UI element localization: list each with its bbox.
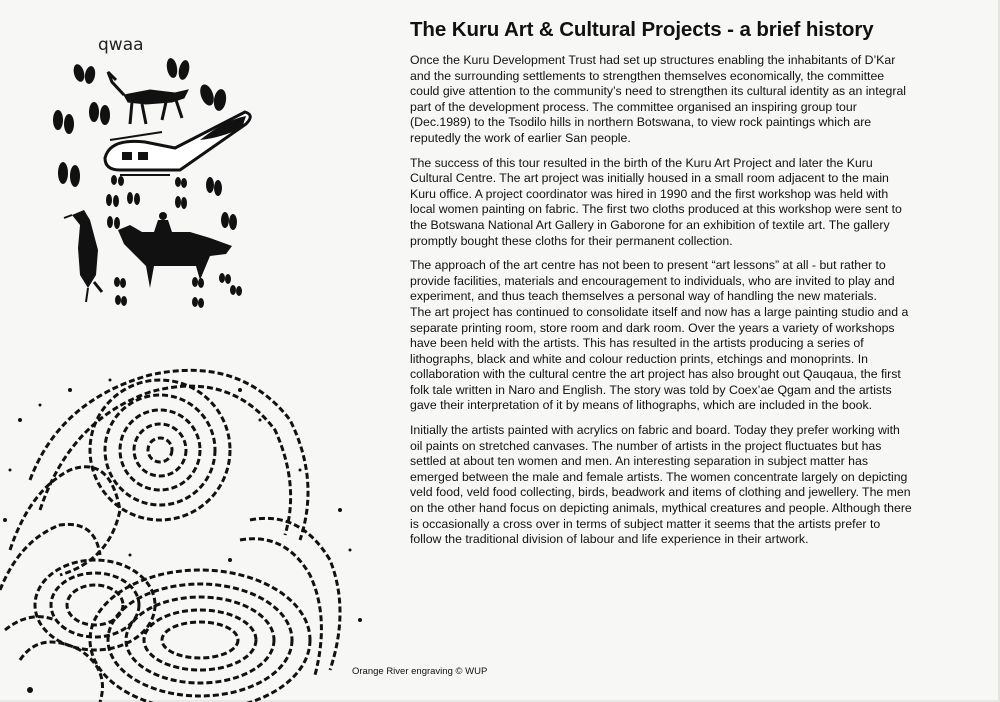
antelope-figure [108,72,188,124]
engraving-pattern [0,370,340,702]
illustration-caption: Orange River engraving © WUP [352,666,488,677]
paragraph-consolidation: The art project has continued to consolidate itself and now has a large painting studio and a separate printing room, store room and dark room. Over the years a variety of workshops have been held with the artists. This has resulted in the artists producing a series of lithographs, black and white and colour reduction prints, etchings and monoprints. In collaboration with the cultural centre the art project has also brought out Qauqaua, the first folk tale written in Naro and English. The story was told by Coex’ae Qgam and the artists gave their interpretation of it by means of lithographs, which are included in the book. [410,304,909,413]
paragraph-art-project-origin: The success of this tour resulted in the birth of the Kuru Art Project and later the Kuru Cultural Centre. The art project was initially housed in a small room adjacent to the main Kuru office. A project coordinator was hired in 1990 and the first workshop was held with local women painting on fabric. The first two cloths produced at this workshop were sent to the Botswana National Art Gallery in Gaborone for an exhibition of textile art. The gallery promptly bought these cloths for their permanent collection. [410,155,902,248]
paragraph-tour: Once the Kuru Development Trust had set up structures enabling the inhabitants of D’Kar and the surrounding settlements to strengthen themselves economically, the committee could give attention to the community’s need to strengthen its cultural identity as an integral part of the development process. The committee organised an inspiring group tour (Dec.1989) to the Tsodilo hills in northern Botswana, to view rock paintings which are reputedly the work of earlier San people. [410,53,907,145]
article [410,18,915,557]
paragraph-approach: The approach of the art centre has not been to present “art lessons” at all - but rather to provide facilities, materials and encouragement to individuals, who are invited to play and experiment, and thus teach themselves a personal way of handling the new materials. [410,258,895,304]
bird-figure [64,210,102,302]
helicopter-figure [105,112,250,175]
engraving-speckles [3,379,362,694]
hoofprint-drawing [50,20,260,310]
horse-with-rider-figure [118,212,232,288]
page-title: The Kuru Art & Cultural Projects - a brief history [410,18,874,41]
engraving-illustration [0,360,380,702]
paragraph-subject-matter: Initially the artists painted with acrylics on fabric and board. Today they prefer working with oil paints on stretched canvases. The number of artists in the project fluctuates but has settled at about ten women and men. An interesting separation in subject matter has emerged between the male and female artists. The women concentrate largely on depicting veld food, veld food collecting, birds, beadwork and items of clothing and jewellery. The men on the other hand focus on depicting animals, mythical creatures and people. Although there is occasionally a cross over in terms of subject matter it seems that the artists prefer to follow the traditional division of labour and life experience in their artwork. [410,423,912,547]
handwritten-word: qwaa [98,35,144,55]
